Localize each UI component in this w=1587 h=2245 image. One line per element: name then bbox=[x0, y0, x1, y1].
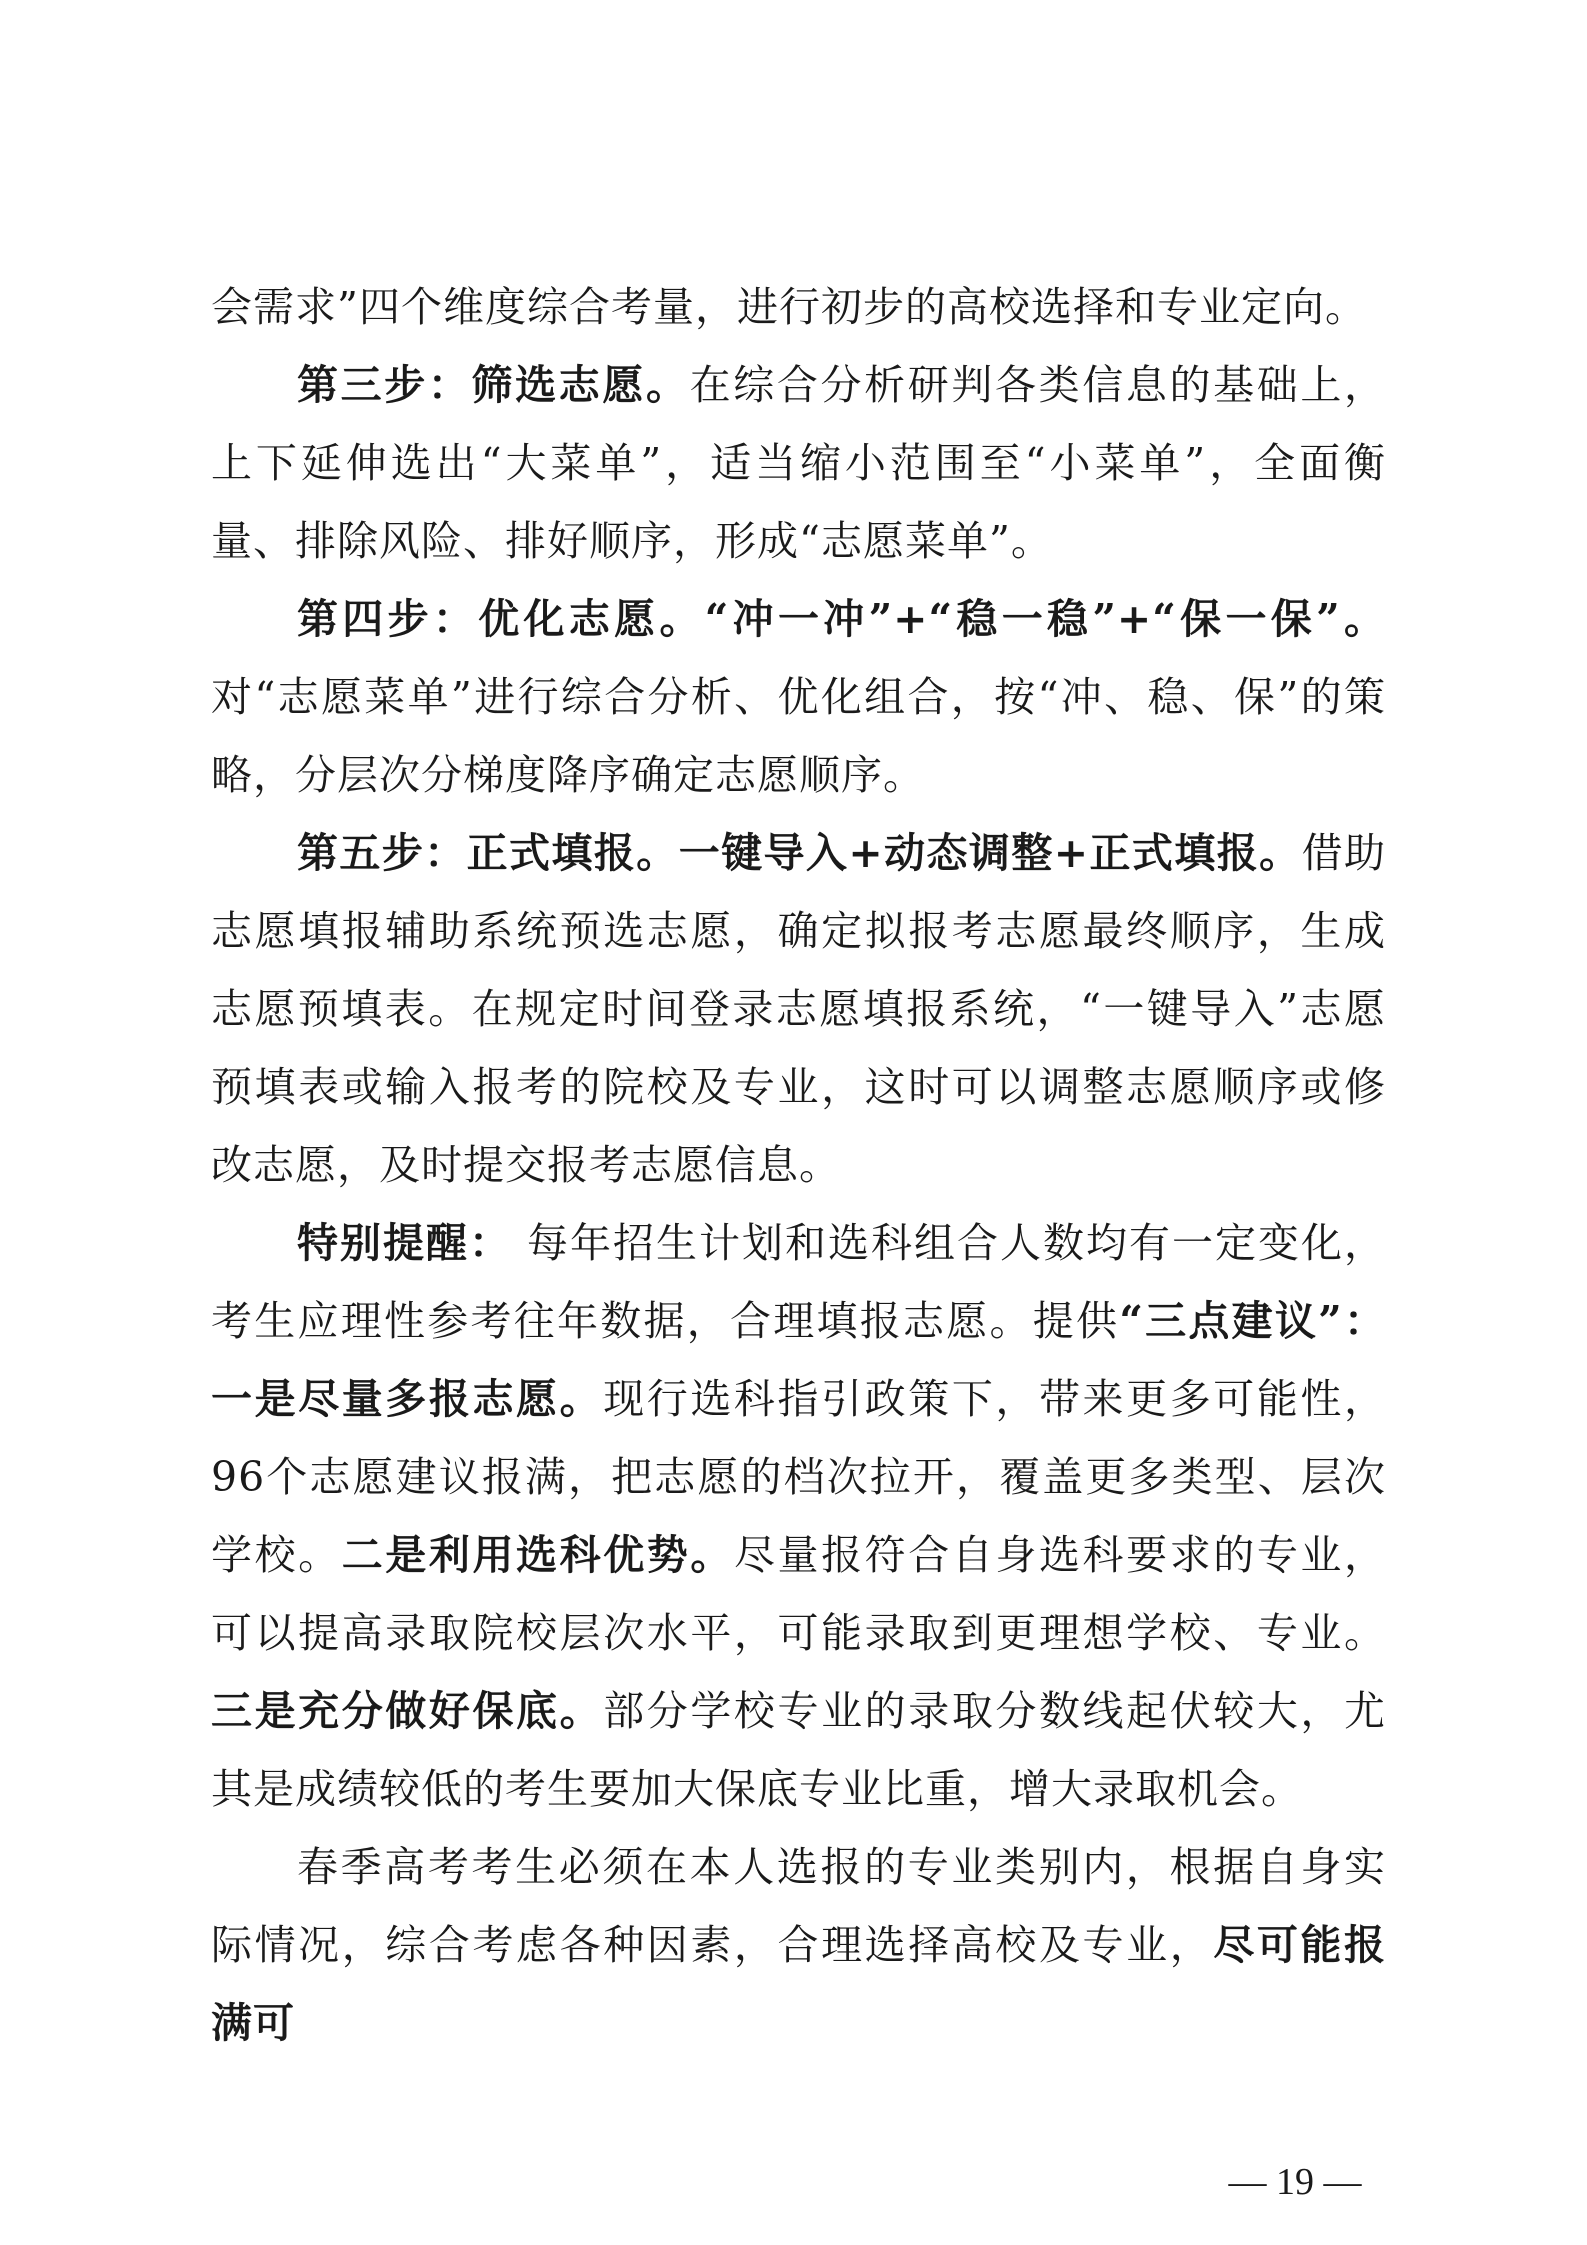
text-segment: 在综合分析研判各类信息的基础上，上下延伸选出“大菜单”，适当缩小范围至“小菜单”，全面衡量、排除风险、排好顺序，形成“志愿菜单”。 bbox=[211, 361, 1386, 565]
step-four-heading: 第四步：优化志愿。“冲一冲”+“稳一稳”+“保一保”。 bbox=[297, 595, 1386, 643]
suggestion-one-heading: “三点建议”：一是尽量多报志愿。 bbox=[211, 1297, 1386, 1423]
paragraph-step-three bbox=[211, 346, 1386, 580]
step-three-heading: 第三步：筛选志愿。 bbox=[297, 361, 690, 409]
text-segment: 现行选科指引政策下，带来更多可能性，96个志愿建议报满，把志愿的档次拉开，覆盖更多类型、层次学校。 bbox=[211, 1375, 1387, 1579]
paragraph-special-reminder bbox=[211, 1204, 1386, 1828]
text-segment: 尽量报符合自身选科要求的专业，可以提高录取院校层次水平，可能录取到更理想学校、专业。 bbox=[211, 1531, 1387, 1657]
text-segment: 部分学校专业的录取分数线起伏较大，尤其是成绩较低的考生要加大保底专业比重，增大录取机会。 bbox=[211, 1687, 1387, 1813]
text-segment: 对“志愿菜单”进行综合分析、优化组合，按“冲、稳、保”的策略，分层次分梯度降序确定志愿顺序。 bbox=[211, 673, 1386, 799]
text-segment: 借助志愿填报辅助系统预选志愿，确定拟报考志愿最终顺序，生成志愿预填表。在规定时间登录志愿填报系统，“一键导入”志愿预填表或输入报考的院校及专业，这时可以调整志愿顺序或修改志愿，及时提交报考志愿信息。 bbox=[211, 829, 1386, 1189]
special-reminder-heading: 特别提醒： bbox=[297, 1219, 512, 1267]
suggestion-two-heading: 二是利用选科优势。 bbox=[341, 1531, 734, 1579]
body-text bbox=[211, 268, 1386, 2062]
emphasis-text: 尽可能报满可 bbox=[211, 1921, 1387, 2047]
paragraph-step-four bbox=[211, 580, 1386, 814]
text-segment: 每年招生计划和选科组合人数均有一定变化，考生应理性参考往年数据，合理填报志愿。提供 bbox=[211, 1219, 1387, 1345]
step-five-heading: 第五步：正式填报。一键导入+动态调整+正式填报。 bbox=[297, 829, 1302, 877]
suggestion-three-heading: 三是充分做好保底。 bbox=[211, 1687, 604, 1735]
paragraph-continuation bbox=[211, 268, 1386, 346]
paragraph-step-five bbox=[211, 814, 1386, 1204]
page-number: — 19 — bbox=[1228, 2161, 1362, 2203]
text-segment: 春季高考考生必须在本人选报的专业类别内，根据自身实际情况，综合考虑各种因素，合理选择高校及专业， bbox=[211, 1843, 1386, 1969]
text-segment: 会需求”四个维度综合考量，进行初步的高校选择和专业定向。 bbox=[211, 283, 1367, 331]
paragraph-spring-exam bbox=[211, 1828, 1386, 2062]
